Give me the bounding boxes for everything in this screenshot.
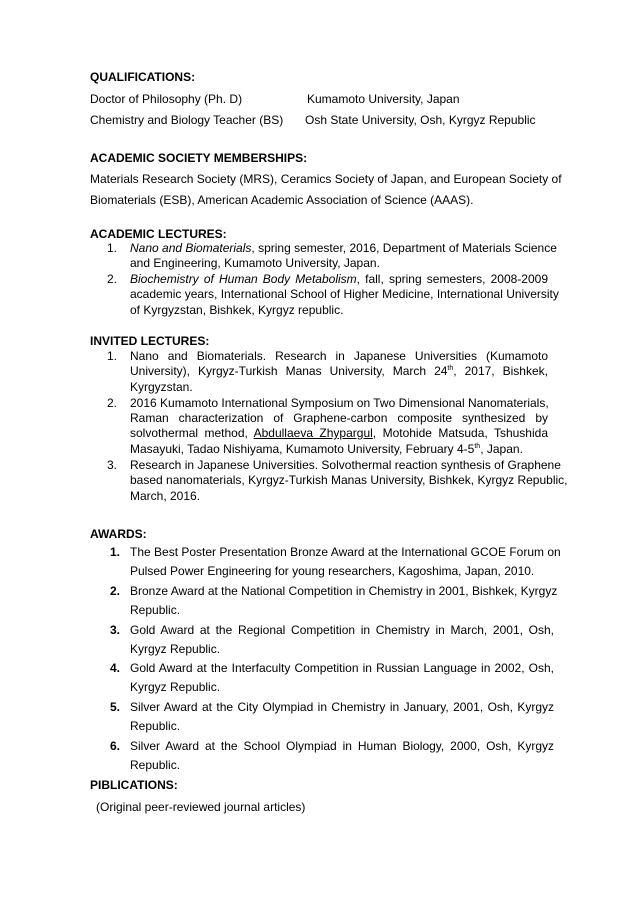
award-line: Silver Award at the City Olympiad in Chemistry in January, 2001, Osh, Kyrgyz <box>130 700 554 714</box>
list-number: 1. <box>107 241 118 255</box>
lecture-line: and Engineering, Kumamoto University, Japan. <box>130 256 380 270</box>
list-number: 3. <box>110 623 121 637</box>
invited-line: Nano and Biomaterials. Research in Japanese Universities (Kumamoto <box>130 349 548 363</box>
publications-heading: PIBLICATIONS: <box>90 778 178 792</box>
invited-line: March, 2016. <box>130 489 201 503</box>
lecture-line: academic years, International School of Higher Medicine, International University <box>130 287 559 301</box>
lecture-title: Nano and Biomaterials <box>130 241 252 255</box>
list-number: 6. <box>110 739 121 753</box>
qualifications-heading: QUALIFICATIONS: <box>90 70 196 84</box>
invited-line: solvothermal method, Abdullaeva Zhypargul, Motohide Matsuda, Tshushida <box>130 426 548 440</box>
award-line: Kyrgyz Republic. <box>130 642 221 656</box>
award-line: Silver Award at the School Olympiad in Human Biology, 2000, Osh, Kyrgyz <box>130 739 554 753</box>
lecture-line: Biochemistry of Human Body Metabolism, fall, spring semesters, 2008-2009 <box>130 272 548 286</box>
publications-subtitle: (Original peer-reviewed journal articles) <box>96 800 306 814</box>
award-line: Republic. <box>130 719 181 733</box>
memberships-heading: ACADEMIC SOCIETY MEMBERSHIPS: <box>90 151 308 165</box>
invited-line: 2016 Kumamoto International Symposium on Two Dimensional Nanomaterials, <box>130 396 549 410</box>
invited-lectures-heading: INVITED LECTURES: <box>90 334 210 348</box>
award-line: Gold Award at the Interfaculty Competition in Russian Language in 2002, Osh, <box>130 661 554 675</box>
award-line: Bronze Award at the National Competition in Chemistry in 2001, Bishkek, Kyrgyz <box>130 584 558 598</box>
academic-lectures-heading: ACADEMIC LECTURES: <box>90 227 227 241</box>
qualification-degree: Doctor of Philosophy (Ph. D) <box>90 92 243 106</box>
invited-line: Masayuki, Tadao Nishiyama, Kumamoto University, February 4-5th, Japan. <box>130 442 523 456</box>
qualification-degree: Chemistry and Biology Teacher (BS) <box>90 113 284 127</box>
list-number: 2. <box>107 396 118 410</box>
award-line: Republic. <box>130 758 181 772</box>
list-number: 4. <box>110 661 121 675</box>
award-line: Kyrgyz Republic. <box>130 680 221 694</box>
award-line: Republic. <box>130 603 181 617</box>
award-line: Gold Award at the Regional Competition in Chemistry in March, 2001, Osh, <box>130 623 554 637</box>
lecture-title: Biochemistry of Human Body Metabolism <box>130 272 357 286</box>
list-number: 5. <box>110 700 121 714</box>
list-number: 1. <box>107 349 118 363</box>
invited-line: based nanomaterials, Kyrgyz-Turkish Manas University, Bishkek, Kyrgyz Republic, <box>130 473 568 487</box>
memberships-text: Materials Research Society (MRS), Ceramics Society of Japan, and European Society of <box>90 172 562 186</box>
invited-line: Kyrgyzstan. <box>130 380 193 394</box>
award-line: Pulsed Power Engineering for young researchers, Kagoshima, Japan, 2010. <box>130 564 535 578</box>
author-name: Abdullaeva Zhypargul <box>253 426 373 440</box>
qualification-institution: Kumamoto University, Japan <box>307 92 460 106</box>
list-number: 1. <box>110 545 121 559</box>
list-number: 3. <box>107 458 118 472</box>
list-number: 2. <box>110 584 121 598</box>
invited-line: Raman characterization of Graphene-carbon composite synthesized by <box>130 411 548 425</box>
invited-line: Research in Japanese Universities. Solvothermal reaction synthesis of Graphene <box>130 458 561 472</box>
invited-line: University), Kyrgyz-Turkish Manas University, March 24th, 2017, Bishkek, <box>130 364 548 378</box>
qualification-institution: Osh State University, Osh, Kyrgyz Republic <box>305 113 536 127</box>
awards-heading: AWARDS: <box>90 527 147 541</box>
memberships-text: Biomaterials (ESB), American Academic Association of Science (AAAS). <box>90 193 474 207</box>
lecture-line: of Kyrgyzstan, Bishkek, Kyrgyz republic. <box>130 303 344 317</box>
lecture-line: Nano and Biomaterials, spring semester, 2016, Department of Materials Science <box>130 241 557 255</box>
list-number: 2. <box>107 272 118 286</box>
award-line: The Best Poster Presentation Bronze Award at the International GCOE Forum on <box>130 545 561 559</box>
